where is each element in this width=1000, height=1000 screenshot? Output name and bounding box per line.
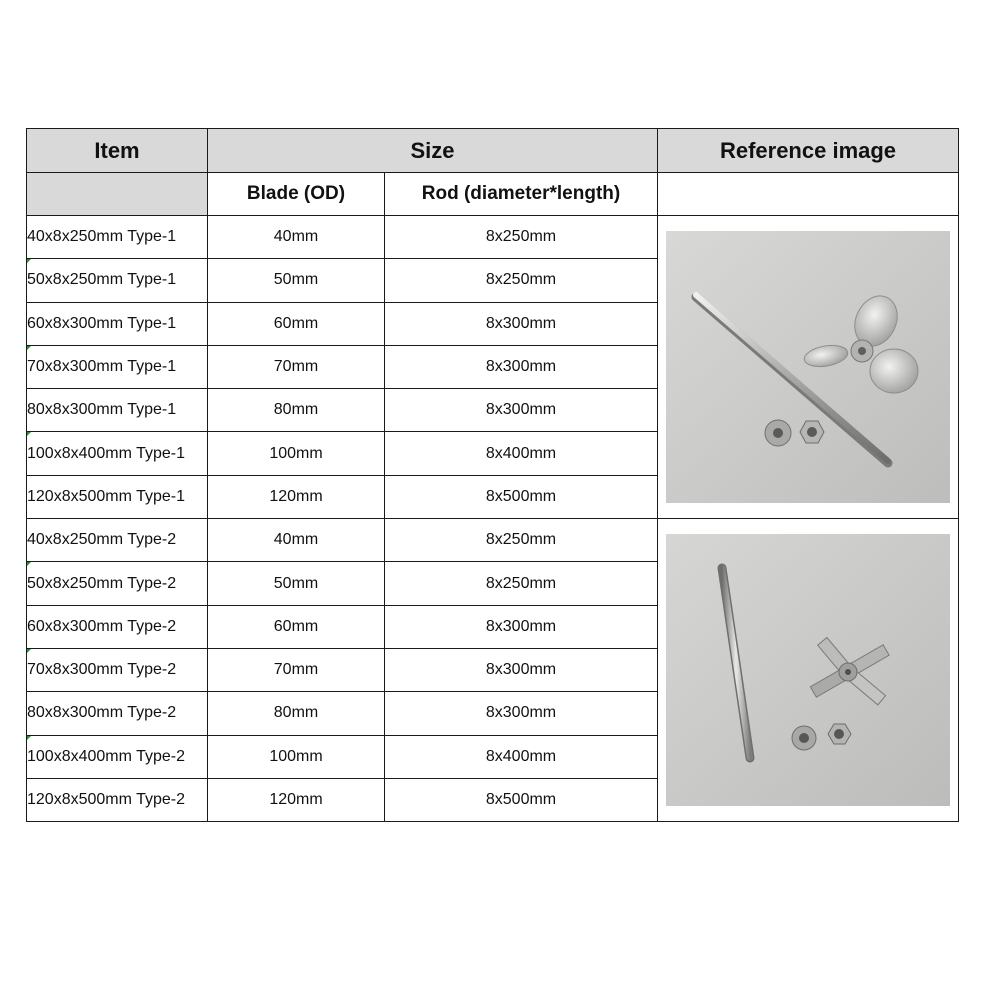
rod-cell: 8x300mm: [385, 302, 658, 345]
item-cell: [27, 302, 208, 345]
item-cell: [27, 692, 208, 735]
rod-cell: 8x400mm: [385, 735, 658, 778]
item-label: 40x8x250mm Type-1: [27, 228, 177, 246]
item-label: 50x8x250mm Type-2: [27, 574, 177, 592]
rod-cell: 8x250mm: [385, 562, 658, 605]
blade-cell: 50mm: [208, 259, 385, 302]
rod-cell: 8x500mm: [385, 475, 658, 518]
rod-cell: 8x300mm: [385, 389, 658, 432]
reference-subheader-empty: [658, 173, 959, 216]
item-cell: [27, 519, 208, 562]
spec-table: [26, 128, 959, 822]
rod-cell: 8x250mm: [385, 259, 658, 302]
reference-image-type1: [658, 216, 959, 519]
header-row: [27, 129, 959, 173]
item-label: 60x8x300mm Type-1: [27, 314, 177, 332]
blade-header: Blade (OD): [208, 173, 385, 216]
rod-cell: 8x300mm: [385, 605, 658, 648]
blade-cell: 120mm: [208, 778, 385, 821]
spec-table-body: [27, 216, 959, 822]
cross-blade-stirrer-photo: [666, 534, 950, 806]
item-cell: [27, 259, 208, 302]
item-label: 100x8x400mm Type-1: [27, 444, 186, 462]
blade-cell: 60mm: [208, 302, 385, 345]
blade-cell: 70mm: [208, 345, 385, 388]
item-cell: [27, 345, 208, 388]
item-cell: [27, 432, 208, 475]
blade-cell: 70mm: [208, 648, 385, 691]
rod-header: Rod (diameter*length): [385, 173, 658, 216]
cell-marker: [27, 259, 31, 263]
blade-cell: 120mm: [208, 475, 385, 518]
size-header: Size: [208, 129, 658, 173]
item-label: 100x8x400mm Type-2: [27, 747, 186, 765]
blade-cell: 40mm: [208, 519, 385, 562]
item-label: 80x8x300mm Type-2: [27, 704, 177, 722]
item-label: 50x8x250mm Type-1: [27, 271, 177, 289]
cell-marker: [27, 736, 31, 740]
item-label: 40x8x250mm Type-2: [27, 531, 177, 549]
item-header: Item: [27, 129, 208, 173]
blade-cell: 80mm: [208, 389, 385, 432]
table-row: [27, 216, 959, 259]
rod-cell: 8x300mm: [385, 345, 658, 388]
propeller-stirrer-photo: [666, 231, 950, 503]
cell-marker: [27, 346, 31, 350]
item-label: 70x8x300mm Type-2: [27, 661, 177, 679]
reference-image-type2: [658, 519, 959, 822]
item-cell: [27, 216, 208, 259]
item-label: 80x8x300mm Type-1: [27, 401, 177, 419]
item-cell: [27, 648, 208, 691]
item-label: 120x8x500mm Type-2: [27, 791, 186, 808]
rod-cell: 8x400mm: [385, 432, 658, 475]
item-label: 70x8x300mm Type-1: [27, 358, 177, 376]
subheader-row: [27, 173, 959, 216]
item-cell: [27, 562, 208, 605]
blade-cell: 50mm: [208, 562, 385, 605]
item-cell: [27, 389, 208, 432]
rod-cell: 8x300mm: [385, 648, 658, 691]
item-cell: [27, 778, 208, 821]
rod-cell: 8x250mm: [385, 216, 658, 259]
rod-cell: 8x250mm: [385, 519, 658, 562]
item-label: 120x8x500mm Type-1: [27, 487, 186, 505]
blade-cell: 60mm: [208, 605, 385, 648]
rod-cell: 8x500mm: [385, 778, 658, 821]
blade-cell: 40mm: [208, 216, 385, 259]
cell-marker: [27, 562, 31, 566]
table-row: [27, 519, 959, 562]
cell-marker: [27, 432, 31, 436]
blade-cell: 80mm: [208, 692, 385, 735]
rod-cell: 8x300mm: [385, 692, 658, 735]
item-label: 60x8x300mm Type-2: [27, 617, 177, 635]
cell-marker: [27, 649, 31, 653]
blade-cell: 100mm: [208, 735, 385, 778]
item-subheader-empty: [27, 173, 208, 216]
item-cell: [27, 605, 208, 648]
item-cell: [27, 475, 208, 518]
item-cell: [27, 735, 208, 778]
blade-cell: 100mm: [208, 432, 385, 475]
reference-header: Reference image: [658, 129, 959, 173]
